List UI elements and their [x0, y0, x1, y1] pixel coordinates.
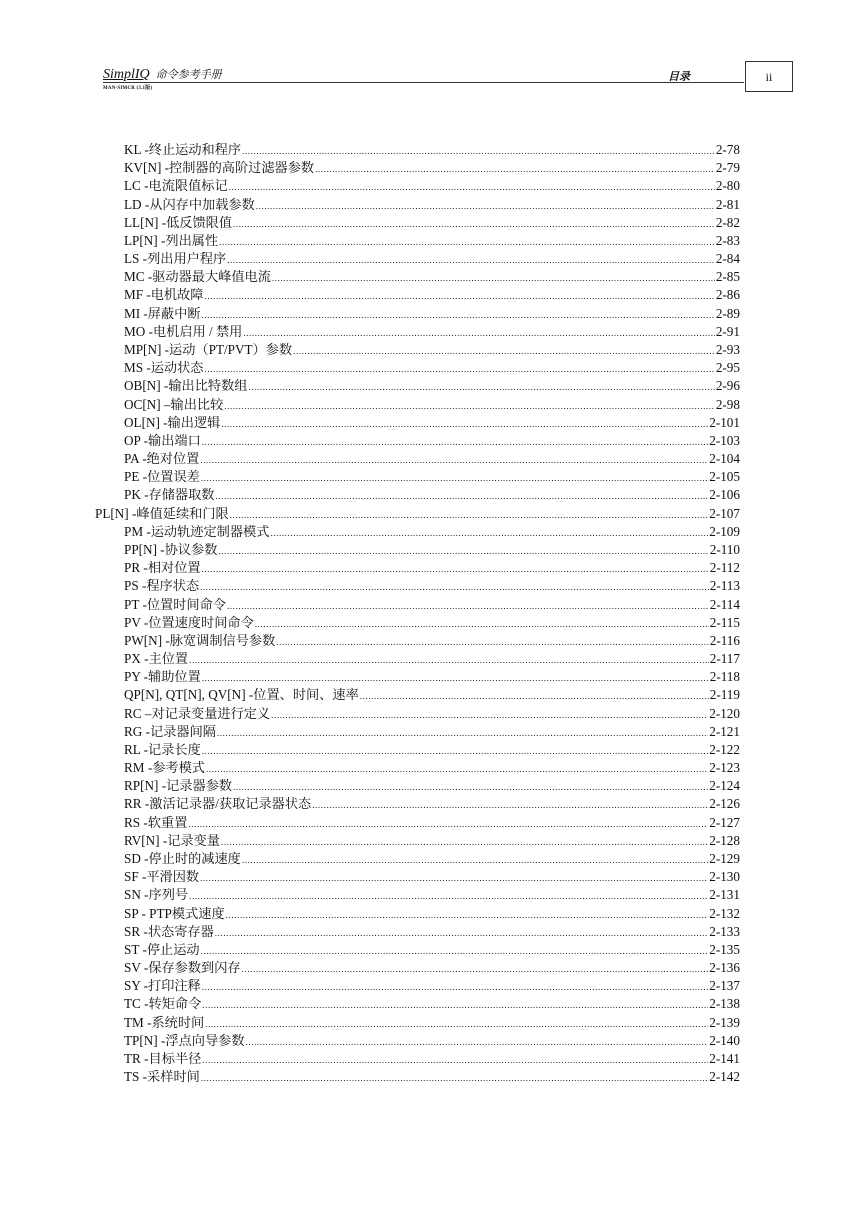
toc-entry[interactable]: [124, 359, 740, 376]
toc-leader-dots: [312, 797, 708, 814]
toc-entry[interactable]: [124, 705, 740, 722]
toc-entry-page: 2-105: [709, 469, 740, 485]
toc-entry-page: 2-91: [715, 323, 740, 339]
toc-entry-title: OC[N] –输出比较: [124, 396, 224, 412]
toc-leader-dots: [219, 234, 715, 251]
toc-entry-page: 2-103: [709, 432, 740, 448]
toc-leader-dots: [215, 488, 708, 505]
toc-entry-page: 2-107: [709, 505, 740, 521]
toc-entry[interactable]: [124, 541, 740, 558]
toc-leader-dots: [233, 779, 708, 796]
toc-entry[interactable]: [124, 1050, 740, 1067]
toc-leader-dots: [215, 925, 708, 942]
toc-entry[interactable]: [124, 741, 740, 758]
toc-entry[interactable]: [124, 468, 740, 485]
toc-entry[interactable]: [124, 232, 740, 249]
toc-leader-dots: [272, 270, 715, 287]
toc-entry[interactable]: [124, 268, 740, 285]
toc-leader-dots: [230, 507, 709, 524]
toc-leader-dots: [229, 179, 715, 196]
toc-entry-page: 2-80: [715, 178, 740, 194]
toc-entry-page: 2-81: [715, 196, 740, 212]
toc-entry[interactable]: [124, 1068, 740, 1085]
toc-entry-title: TM -系统时间: [124, 1014, 205, 1030]
toc-leader-dots: [246, 1034, 709, 1051]
toc-leader-dots: [188, 816, 708, 833]
toc-leader-dots: [271, 707, 708, 724]
toc-leader-dots: [226, 907, 709, 924]
toc-entry[interactable]: [124, 341, 740, 358]
toc-entry-page: 2-136: [709, 960, 740, 976]
toc-entry[interactable]: [124, 396, 740, 413]
toc-entry[interactable]: [124, 977, 740, 994]
toc-entry-title: MO -电机启用 / 禁用: [124, 323, 243, 339]
toc-leader-dots: [205, 1016, 708, 1033]
toc-leader-dots: [248, 379, 714, 396]
toc-entry-page: 2-135: [709, 941, 740, 957]
toc-entry[interactable]: [124, 832, 740, 849]
toc-entry-title: TR -目标半径: [124, 1051, 202, 1066]
toc-entry-title: LC -电流限值标记: [124, 178, 228, 194]
toc-entry-page: 2-132: [709, 905, 740, 921]
toc-entry[interactable]: [124, 486, 740, 503]
toc-entry-page: 2-85: [715, 269, 740, 285]
toc-leader-dots: [315, 161, 715, 178]
toc-entry-page: 2-110: [709, 541, 740, 557]
toc-leader-dots: [205, 288, 715, 305]
toc-entry-page: 2-124: [709, 778, 740, 794]
toc-entry[interactable]: [124, 868, 740, 885]
toc-entry[interactable]: [124, 323, 740, 340]
toc-leader-dots: [201, 943, 709, 960]
toc-entry-page: 2-137: [709, 978, 740, 994]
toc-entry-title: OP -输出端口: [124, 432, 201, 448]
toc-leader-dots: [233, 216, 715, 233]
toc-entry-page: 2-112: [709, 560, 740, 576]
toc-entry-page: 2-82: [715, 214, 740, 230]
toc-entry-page: 2-89: [715, 305, 740, 321]
toc-leader-dots: [200, 452, 708, 469]
header-rule: [103, 82, 744, 83]
toc-entry-title: RG -记录器间隔: [124, 723, 216, 739]
toc-leader-dots: [360, 688, 709, 705]
toc-entry-title: SP - PTP模式速度: [124, 905, 225, 921]
toc-entry-title: PY -辅助位置: [124, 669, 201, 685]
toc-entry-title: PR -相对位置: [124, 560, 201, 576]
section-title: 目录: [668, 70, 690, 83]
toc-entry-title: LS -列出用户程序: [124, 251, 227, 267]
toc-entry[interactable]: [95, 505, 740, 522]
toc-entry-title: RC –对记录变量进行定义: [124, 705, 271, 721]
toc-entry-title: RS -软重置: [124, 814, 188, 830]
toc-entry[interactable]: [124, 450, 740, 467]
toc-entry-title: PA -绝对位置: [124, 451, 200, 467]
toc-entry[interactable]: [124, 577, 740, 594]
toc-leader-dots: [206, 761, 708, 778]
toc-entry-page: 2-104: [709, 451, 740, 467]
toc-leader-dots: [221, 834, 708, 851]
toc-entry[interactable]: [124, 995, 740, 1012]
toc-leader-dots: [218, 543, 708, 560]
toc-entry-page: 2-140: [709, 1032, 740, 1048]
toc-leader-dots: [224, 398, 715, 415]
toc-leader-dots: [201, 470, 708, 487]
toc-entry-title: RL -记录长度: [124, 741, 201, 757]
toc-entry[interactable]: [124, 286, 740, 303]
toc-leader-dots: [189, 652, 709, 669]
toc-entry-page: 2-116: [709, 632, 740, 648]
toc-leader-dots: [202, 979, 708, 996]
toc-entry-title: PS -程序状态: [124, 578, 200, 594]
toc-leader-dots: [202, 307, 715, 324]
toc-entry[interactable]: [124, 1014, 740, 1031]
toc-entry-page: 2-119: [709, 687, 740, 703]
toc-entry-page: 2-86: [715, 287, 740, 303]
toc-entry[interactable]: [124, 559, 740, 576]
toc-entry-title: PW[N] -脉宽调制信号参数: [124, 632, 276, 648]
toc-entry-title: SD -停止时的减速度: [124, 851, 241, 867]
toc-entry[interactable]: [124, 196, 740, 213]
toc-entry-title: PX -主位置: [124, 651, 189, 667]
toc-leader-dots: [200, 870, 708, 887]
toc-entry-title: LD -从闪存中加载参数: [124, 196, 255, 212]
toc-entry-page: 2-113: [709, 578, 740, 594]
toc-entry[interactable]: [124, 250, 740, 267]
toc-entry-title: LL[N] -低反馈限值: [124, 214, 233, 230]
toc-entry-page: 2-133: [709, 923, 740, 939]
toc-entry-title: TS -采样时间: [124, 1069, 200, 1085]
toc-entry-title: KV[N] -控制器的高阶过滤器参数: [124, 160, 315, 176]
toc-entry-title: PL[N] -峰值延续和门限: [95, 505, 229, 521]
toc-leader-dots: [205, 361, 715, 378]
toc-leader-dots: [202, 434, 708, 451]
toc-leader-dots: [201, 1070, 708, 1087]
toc-entry-page: 2-78: [715, 142, 740, 157]
toc-entry-title: TC -转矩命令: [124, 996, 202, 1012]
toc-entry-title: SY -打印注释: [124, 978, 201, 994]
toc-leader-dots: [242, 852, 708, 869]
toc-entry-title: RM -参考模式: [124, 760, 205, 776]
toc-entry-page: 2-123: [709, 760, 740, 776]
toc-leader-dots: [189, 888, 708, 905]
toc-leader-dots: [202, 561, 709, 578]
toc-entry-title: SR -状态寄存器: [124, 923, 214, 939]
toc-entry-title: OB[N] -输出比特数组: [124, 378, 248, 394]
toc-leader-dots: [293, 343, 715, 360]
toc-leader-dots: [217, 725, 708, 742]
toc-entry[interactable]: [124, 214, 740, 231]
toc-leader-dots: [256, 198, 715, 215]
toc-entry-title: SV -保存参数到闪存: [124, 960, 241, 976]
toc-entry[interactable]: [124, 432, 740, 449]
toc-entry-page: 2-138: [709, 996, 740, 1012]
toc-entry[interactable]: [124, 850, 740, 867]
toc-entry-title: QP[N], QT[N], QV[N] -位置、时间、速率: [124, 687, 359, 703]
toc-entry[interactable]: [124, 1032, 740, 1049]
toc-entry-title: PM -运动轨迹定制器模式: [124, 523, 270, 539]
toc-entry-page: 2-98: [715, 396, 740, 412]
toc-entry[interactable]: [124, 777, 740, 794]
toc-entry-page: 2-115: [709, 614, 740, 630]
toc-entry-page: 2-79: [715, 160, 740, 176]
toc-entry-title: OL[N] -输出逻辑: [124, 414, 221, 430]
toc-entry-title: ST -停止运动: [124, 941, 200, 957]
toc-entry[interactable]: [124, 886, 740, 903]
toc-entry-title: SN -序列号: [124, 887, 189, 903]
brand-title: [103, 66, 222, 83]
toc-entry-page: 2-109: [709, 523, 740, 539]
toc-leader-dots: [276, 634, 708, 651]
toc-leader-dots: [270, 525, 708, 542]
toc-leader-dots: [202, 1052, 708, 1069]
toc-entry-page: 2-130: [709, 869, 740, 885]
toc-entry[interactable]: [124, 305, 740, 322]
toc-entry[interactable]: [124, 959, 740, 976]
toc-entry[interactable]: [124, 414, 740, 431]
toc-entry-page: 2-141: [709, 1051, 740, 1066]
toc-entry[interactable]: [124, 759, 740, 776]
toc-entry-page: 2-84: [715, 251, 740, 267]
toc-entry[interactable]: [124, 632, 740, 649]
toc-entry[interactable]: [124, 177, 740, 194]
toc-entry-page: 2-96: [715, 378, 740, 394]
manual-subtitle: 命令参考手册: [155, 69, 222, 81]
toc-entry[interactable]: [124, 668, 740, 685]
toc-entry-page: 2-101: [709, 414, 740, 430]
toc-entry[interactable]: [124, 923, 740, 940]
toc-leader-dots: [243, 325, 714, 342]
toc-entry-title: RP[N] -记录器参数: [124, 778, 233, 794]
toc-entry-title: PK -存储器取数: [124, 487, 215, 503]
toc-entry-title: PP[N] -协议参数: [124, 541, 218, 557]
document-code: MAN-SIMCR (3.1版): [103, 86, 153, 91]
toc-entry-title: PT -位置时间命令: [124, 596, 226, 612]
toc-entry-page: 2-93: [715, 341, 740, 357]
toc-entry-page: 2-117: [709, 651, 740, 667]
toc-entry[interactable]: [124, 723, 740, 740]
toc-leader-dots: [242, 143, 715, 160]
toc-leader-dots: [227, 598, 709, 615]
toc-leader-dots: [221, 416, 708, 433]
toc-entry-page: 2-139: [709, 1014, 740, 1030]
toc-entry-title: KL -终止运动和程序: [124, 142, 242, 157]
toc-entry-page: 2-121: [709, 723, 740, 739]
page-header: [103, 66, 793, 96]
toc-entry[interactable]: [124, 159, 740, 176]
toc-entry-title: MF -电机故障: [124, 287, 204, 303]
toc-entry[interactable]: [124, 795, 740, 812]
toc-leader-dots: [227, 252, 715, 269]
toc-entry-page: 2-128: [709, 832, 740, 848]
toc-entry-page: 2-122: [709, 741, 740, 757]
toc-entry[interactable]: [124, 377, 740, 394]
toc-entry-title: TP[N] -浮点向导参数: [124, 1032, 245, 1048]
toc-leader-dots: [242, 961, 709, 978]
toc-leader-dots: [202, 997, 708, 1014]
toc-entry[interactable]: [124, 686, 740, 703]
toc-entry[interactable]: [124, 523, 740, 540]
toc-entry-page: 2-127: [709, 814, 740, 830]
toc-entry-title: RV[N] -记录变量: [124, 832, 221, 848]
toc-entry-page: 2-129: [709, 851, 740, 867]
toc-entry-title: PE -位置误差: [124, 469, 200, 485]
toc-entry-page: 2-114: [709, 596, 740, 612]
toc-entry-page: 2-106: [709, 487, 740, 503]
toc-entry-title: MC -驱动器最大峰值电流: [124, 269, 271, 285]
toc-entry-page: 2-120: [709, 705, 740, 721]
toc-entry-title: MP[N] -运动（PT/PVT）参数: [124, 341, 293, 357]
toc-entry-title: PV -位置速度时间命令: [124, 614, 254, 630]
toc-leader-dots: [255, 616, 709, 633]
toc-entry-page: 2-126: [709, 796, 740, 812]
toc-leader-dots: [200, 579, 709, 596]
toc-entry[interactable]: [124, 941, 740, 958]
toc-entry-title: RR -激活记录器/获取记录器状态: [124, 796, 312, 812]
toc-entry[interactable]: [124, 650, 740, 667]
toc-entry-title: SF -平滑因数: [124, 869, 200, 885]
toc-entry[interactable]: [124, 614, 740, 631]
toc-entry-page: 2-142: [709, 1069, 740, 1085]
toc-entry[interactable]: [124, 814, 740, 831]
toc-entry-title: MI -屏蔽中断: [124, 305, 201, 321]
page-number: ii: [745, 61, 793, 92]
toc-entry-page: 2-95: [715, 360, 740, 376]
toc-leader-dots: [202, 743, 708, 760]
toc-entry[interactable]: [124, 905, 740, 922]
toc-entry[interactable]: [124, 141, 740, 158]
toc-entry-title: MS -运动状态: [124, 360, 204, 376]
toc-entry-page: 2-83: [715, 232, 740, 248]
toc-entry[interactable]: [124, 596, 740, 613]
brand-name: SimplIQ: [103, 67, 150, 82]
toc-entry-page: 2-131: [709, 887, 740, 903]
toc-leader-dots: [202, 670, 709, 687]
toc-entry-title: LP[N] -列出属性: [124, 232, 219, 248]
toc-entry-page: 2-118: [709, 669, 740, 685]
